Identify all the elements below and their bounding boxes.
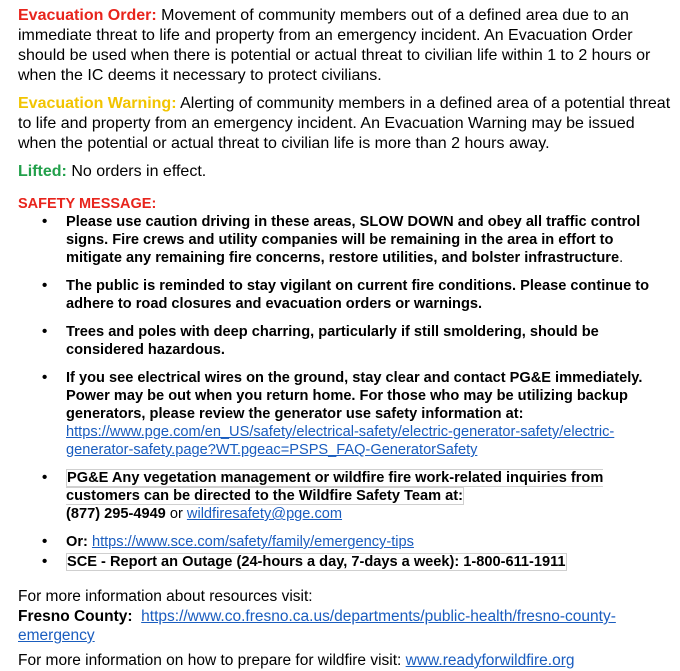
bullet-icon: • [42, 277, 48, 294]
safety-item-text: If you see electrical wires on the ground, stay clear and contact PG&E immediately. Power may be out when you return home. For those who may be utilizing backup generators, please review the generator use safety information at [66, 370, 643, 422]
pge-phone: (877) 295-4949 [66, 506, 166, 522]
safety-list [18, 213, 672, 571]
safety-item-vigilance [18, 277, 672, 313]
evacuation-order-text: Movement of community members out of a defined area due to an immediate threat to life and property from an emergency incident. An Evacuation Order should be used when there is potential or actual threat to civilian life within 1 to 2 hours or when the IC deems it necessary to protect civilians. [18, 7, 651, 84]
lifted-paragraph [18, 162, 672, 182]
generator-safety-link[interactable]: https://www.pge.com/en_US/safety/electrical-safety/electric-generator-safety/electric-generator-safety.page?WT.pgeac=PSPS_FAQ-GeneratorSafety [66, 424, 615, 458]
fresno-county-label: Fresno County: [18, 608, 133, 625]
sce-emergency-tips-link[interactable]: https://www.sce.com/safety/family/emergency-tips [91, 534, 414, 550]
safety-item-text: PG&E Any vegetation management or wildfire fire work-related inquiries from customers can be directed to the Wildfire Safety Team at: [66, 470, 604, 504]
resources-intro: For more information about resources visit: [18, 588, 313, 605]
bullet-icon: • [42, 213, 48, 230]
bullet-icon: • [42, 553, 48, 570]
safety-item-driving: • Please use caution driving in these areas, SLOW DOWN and obey all traffic control signs. Fire crews and utility companies will be remaining in the area in effort to mitigate any remaining fire concerns, restore utilities, and bolster infrastructure. [42, 213, 641, 266]
safety-item-pge-contact: • PG&E Any vegetation management or wildfire fire work-related inquiries from customers can be directed to the Wildfire Safety Team at: (877) 295-4949 or wildfiresafety@pge.com [42, 469, 604, 522]
fresno-county-line [18, 607, 672, 645]
safety-message-heading: SAFETY MESSAGE: [18, 196, 157, 212]
safety-item-text: The public is reminded to stay vigilant on current fire conditions. Please continue to adhere to road closures and evacuation orders or warnings. [66, 278, 650, 312]
safety-item-sce-tips [18, 533, 672, 551]
or-label: Or: [66, 534, 92, 550]
lifted-term: Lifted: [18, 163, 67, 180]
wildfire-prep-line [18, 651, 672, 671]
evacuation-warning-term: Evacuation Warning: [18, 95, 177, 112]
safety-item-text: Please use caution driving in these areas, SLOW DOWN and obey all traffic control signs. Fire crews and utility companies will be remaining in the area in effort to mitigate any remaining fire concerns, restore utilities, and bolster infrastructure [66, 214, 641, 266]
evacuation-warning-text: Alerting of community members in a defined area of a potential threat to life and property from an emergency incident. An Evacuation Warning may be issued when the potential or actual threat to civilian life is more than 2 hours away. [18, 95, 671, 152]
safety-item-trees [18, 323, 672, 359]
safety-item-text: SCE - Report an Outage (24-hours a day, 7-days a week): 1-800-611-1911 [67, 554, 566, 570]
lifted-text: No orders in effect. [66, 163, 207, 180]
evacuation-order-paragraph [18, 6, 672, 86]
bullet-icon: • [42, 323, 48, 340]
evacuation-warning-paragraph [18, 94, 672, 154]
safety-item-electrical: • If you see electrical wires on the ground, stay clear and contact PG&E immediately. Power may be out when you return home. For those who may be utilizing backup generators, please review the generator use safety information at: https://www.pge.com/en_US/safety/electrical-safety/electric-generator-safety/electric-generator-safety.page?WT.pgeac=PSPS_FAQ-GeneratorSafety [42, 369, 643, 458]
fresno-county-link[interactable]: https://www.co.fresno.ca.us/departments/public-health/fresno-county-emergency [18, 608, 616, 644]
wildfire-safety-email-link[interactable]: wildfiresafety@pge.com [186, 506, 343, 522]
ready-for-wildfire-link[interactable]: www.readyforwildfire.org [405, 652, 575, 669]
bullet-icon: • [42, 533, 48, 550]
evacuation-order-term: Evacuation Order: [18, 7, 157, 24]
safety-item-text: Trees and poles with deep charring, particularly if still smoldering, should be considered hazardous. [66, 324, 599, 358]
wildfire-prep-text: For more information on how to prepare for wildfire visit: [18, 652, 406, 669]
safety-item-sce-outage [18, 553, 672, 571]
bullet-icon: • [42, 469, 48, 486]
bullet-icon: • [42, 369, 48, 386]
